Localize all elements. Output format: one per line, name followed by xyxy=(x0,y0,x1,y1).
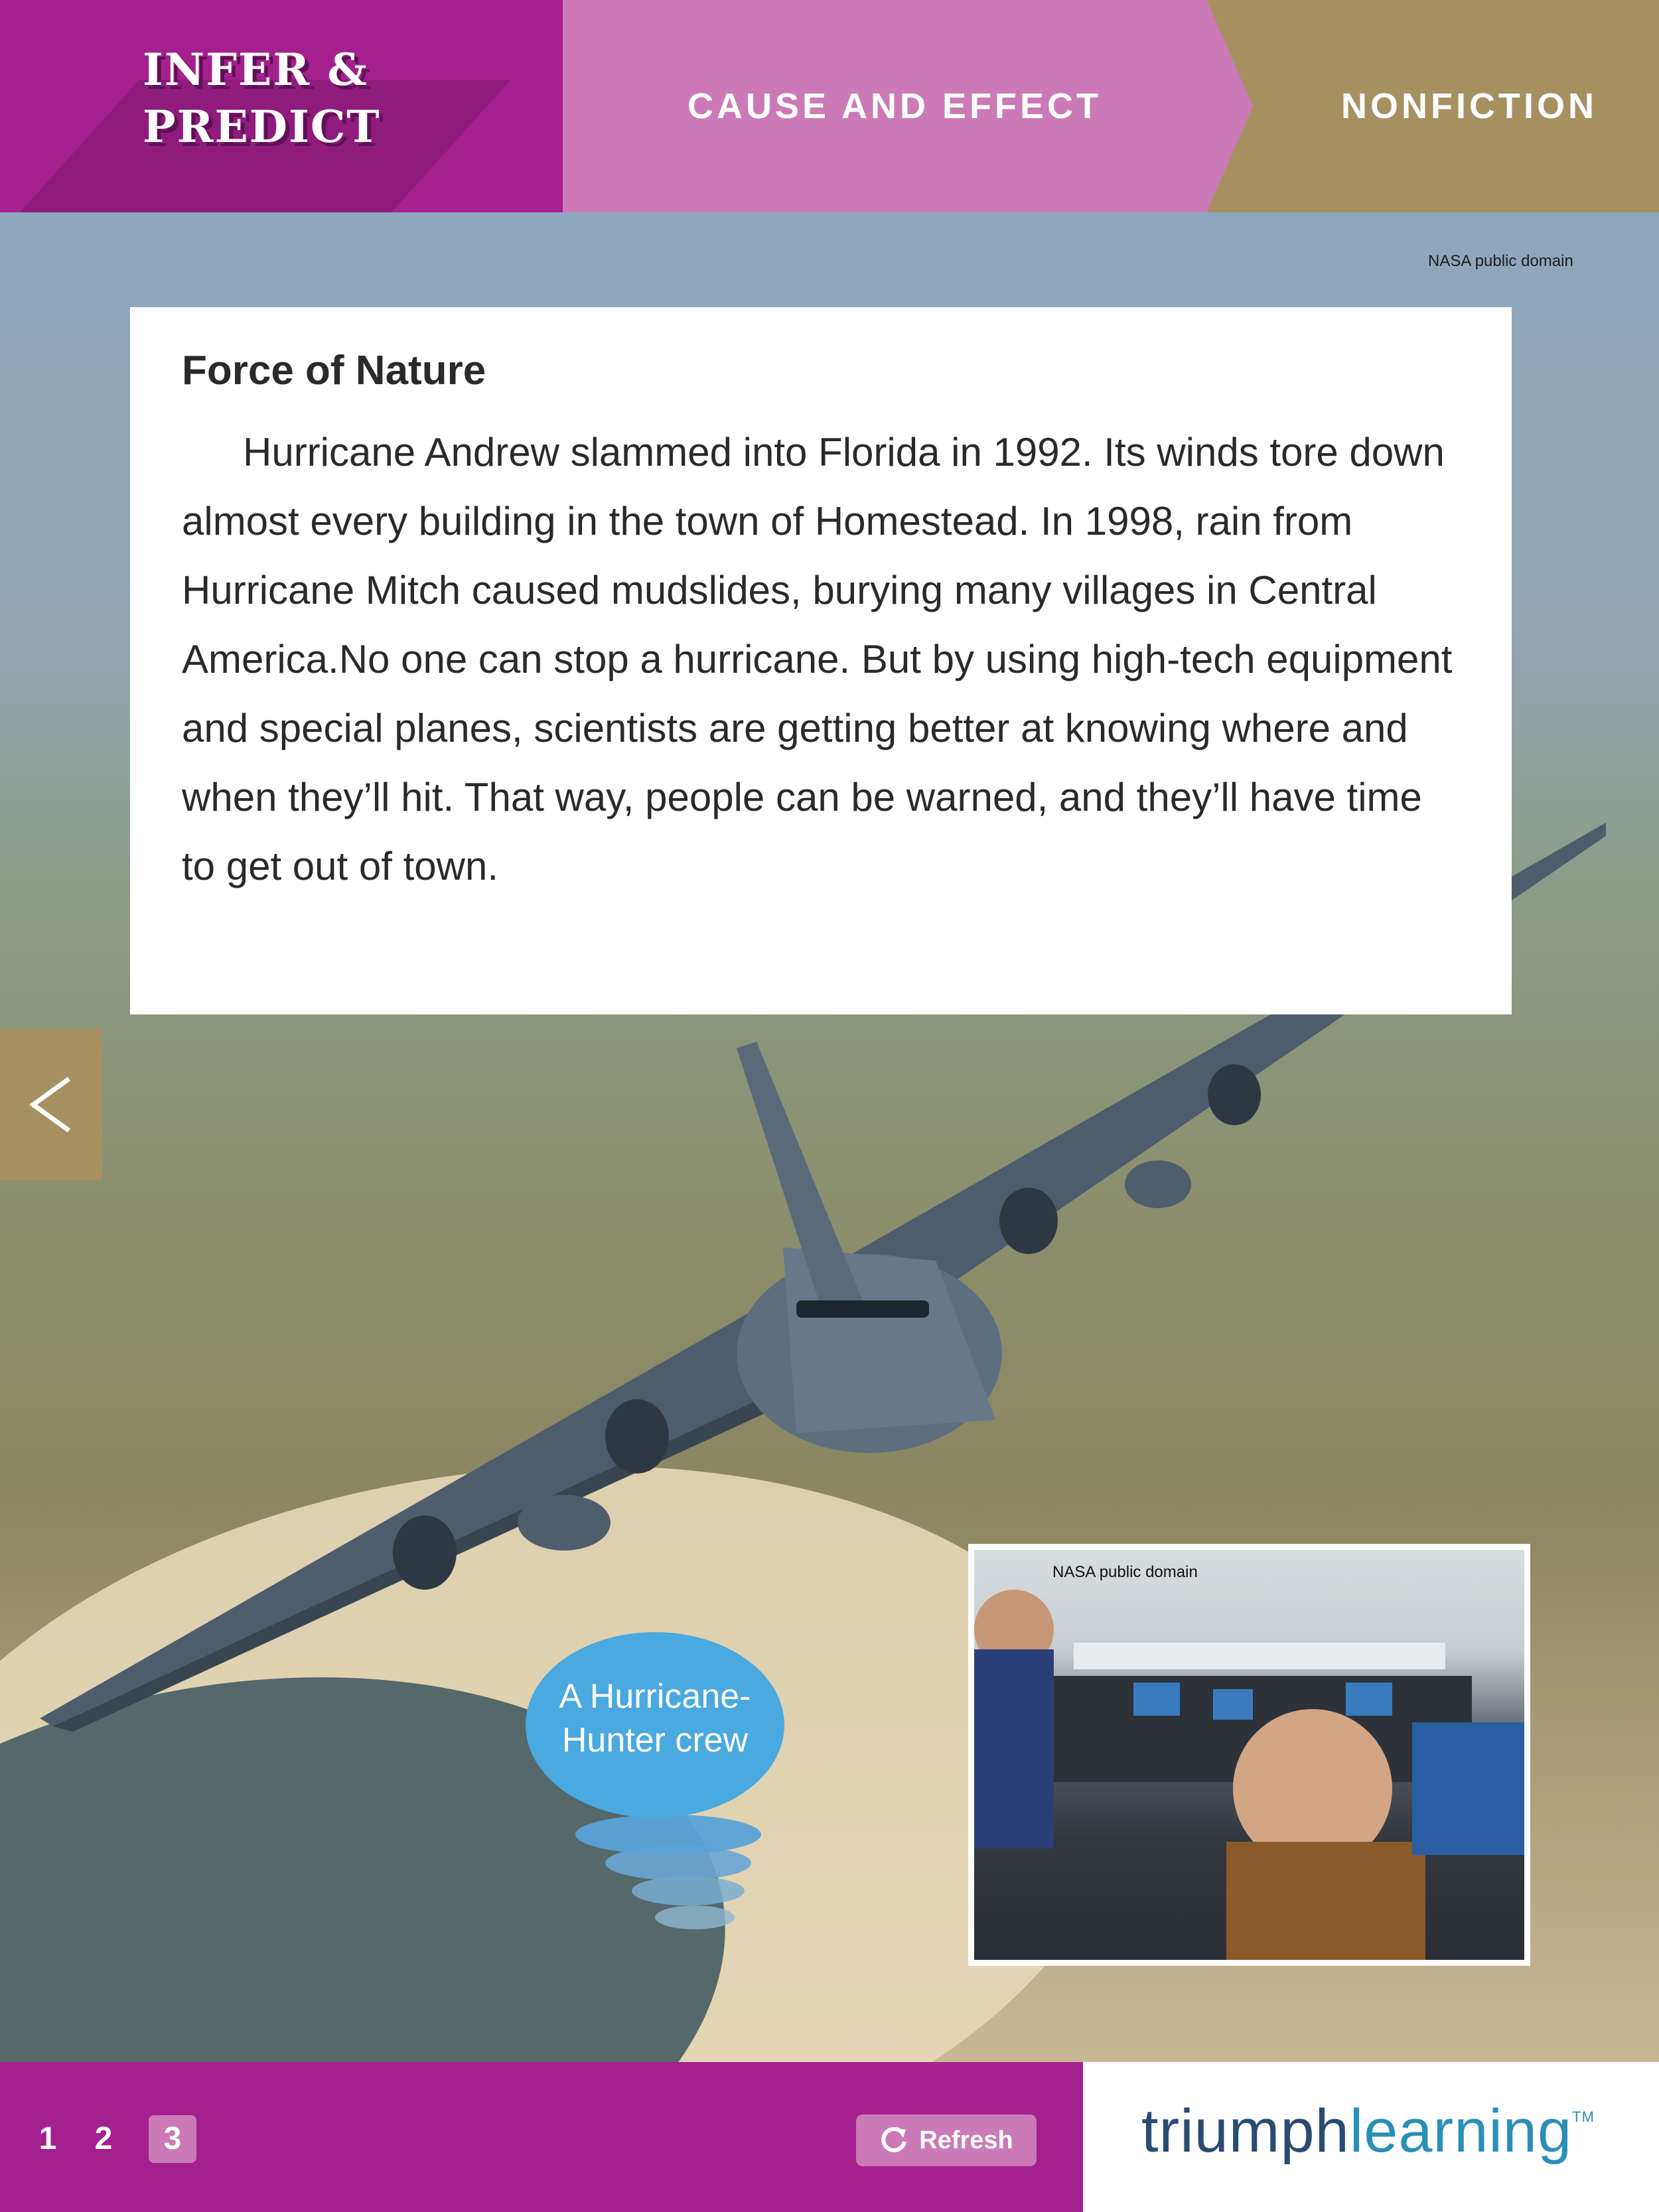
inset-photo xyxy=(968,1544,1530,1966)
photo-credit: NASA public domain xyxy=(1428,252,1573,270)
page-link-1[interactable]: 1 xyxy=(38,2121,57,2156)
callout-line1: A Hurricane- xyxy=(559,1677,751,1716)
cockpit-image xyxy=(974,1550,1524,1960)
callout-bubble xyxy=(526,1632,784,1811)
chevron-left-icon xyxy=(28,1075,74,1135)
logo-part1: triumph xyxy=(1141,2097,1350,2165)
callout-text xyxy=(526,1675,784,1762)
article-body: Hurricane Andrew slammed into Florida in 1992. Its winds tore down almost every building in the town of Homestead. In 1998, rain from Hurricane Mitch caused mudslides, burying many villages in Central America.No one can stop a hurricane. But by using high-tech equipment and special planes, scientists are getting better at knowing where and when they’ll hit. That way, people can be warned, and they’ll have time to get out of town. xyxy=(182,430,1453,888)
footer-bar xyxy=(0,2062,1659,2212)
brand-panel xyxy=(0,0,563,212)
page-link-2[interactable]: 2 xyxy=(94,2121,113,2156)
inset-credit: NASA public domain xyxy=(1052,1563,1198,1581)
logo-part2: learning xyxy=(1349,2097,1573,2165)
logo-panel xyxy=(1083,2062,1659,2212)
callout-line2: Hunter crew xyxy=(561,1721,749,1760)
header-bar xyxy=(0,0,1659,212)
article-card xyxy=(130,307,1512,1014)
refresh-label: Refresh xyxy=(919,2126,1013,2154)
section-arrow xyxy=(1206,0,1253,212)
triumph-learning-logo xyxy=(1141,2097,1595,2166)
footer-nav xyxy=(0,2062,1083,2212)
genre-label: NONFICTION xyxy=(1341,86,1597,126)
brand-title-line2: PREDICT xyxy=(143,101,381,153)
section-label-panel xyxy=(563,0,1226,212)
refresh-button[interactable] xyxy=(856,2114,1037,2166)
brand-title xyxy=(143,41,381,155)
logo-trademark: TM xyxy=(1572,2108,1595,2125)
brand-title-line1: INFER & xyxy=(143,44,368,96)
page-link-3-current[interactable]: 3 xyxy=(149,2115,196,2163)
genre-label-panel xyxy=(1206,0,1659,212)
previous-page-button[interactable] xyxy=(0,1029,102,1180)
article-title: Force of Nature xyxy=(182,348,486,393)
section-label: CAUSE AND EFFECT xyxy=(687,86,1102,126)
cockpit-illustration xyxy=(974,1550,1524,1960)
refresh-icon xyxy=(879,2126,908,2155)
